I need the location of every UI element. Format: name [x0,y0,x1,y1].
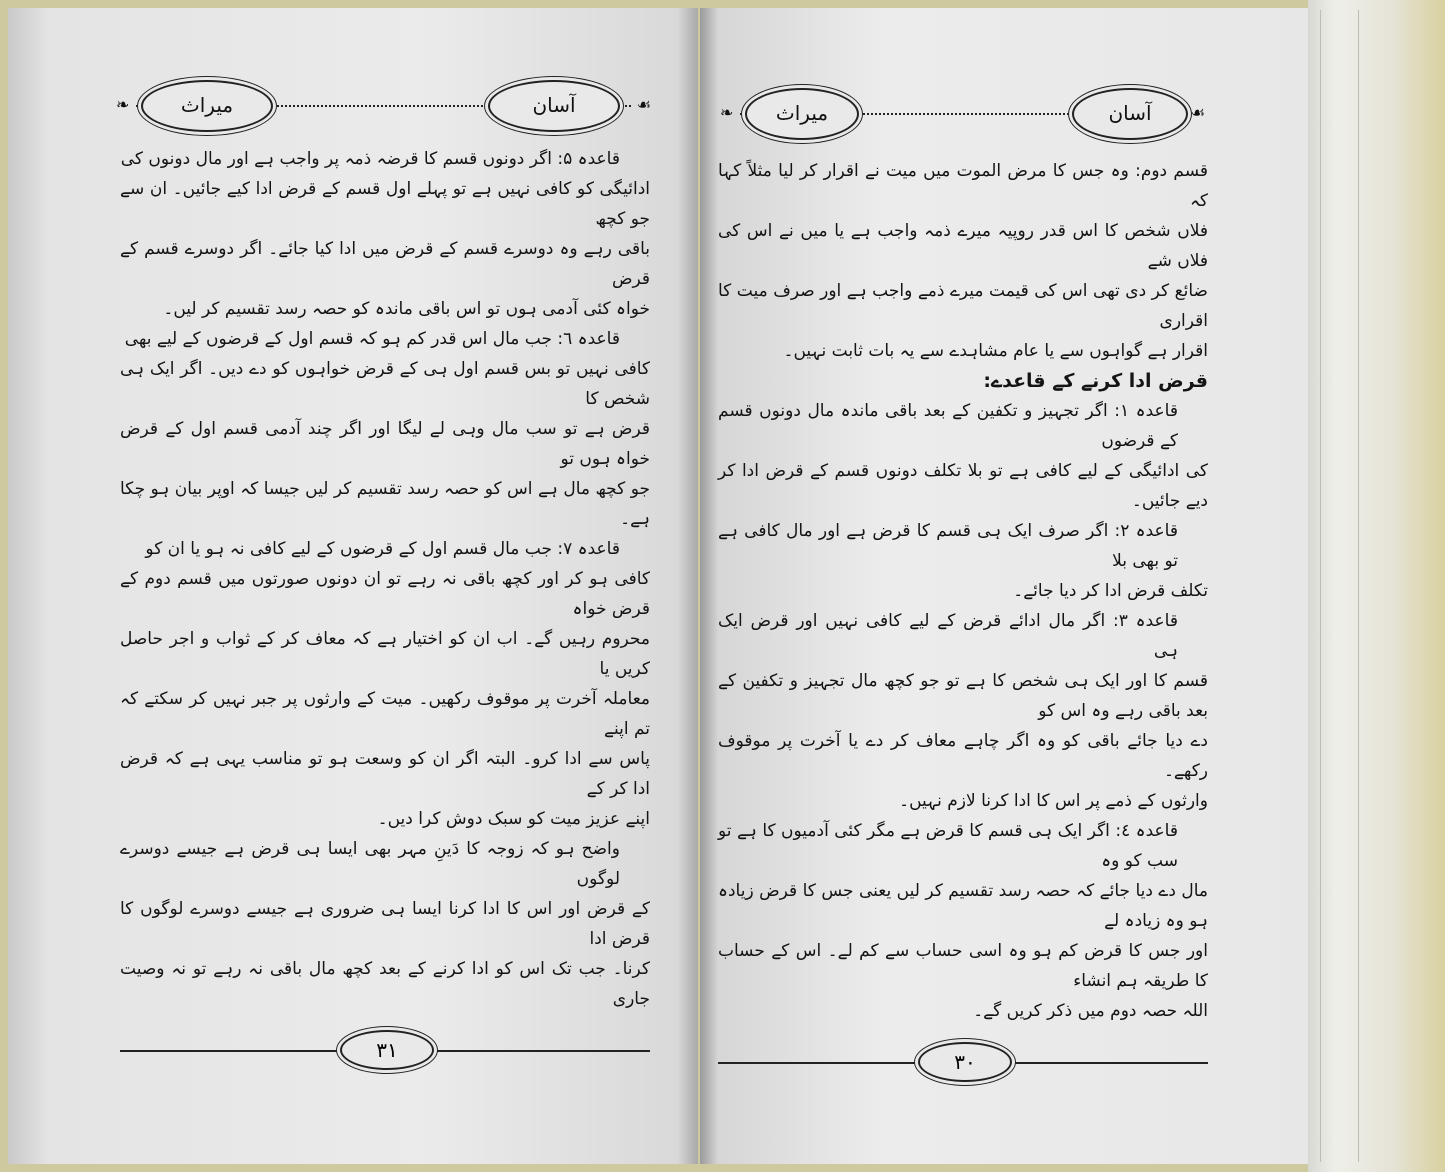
text-line: وارثوں کے ذمے پر اس کا ادا کرنا لازم نہیں۔ [899,791,1208,811]
left-page-body [120,144,650,1070]
text-line: پاس سے ادا کرو۔ البتہ اگر ان کو وسعت ہو تو مناسب یہی ہے کہ قرض ادا کر کے [120,749,650,799]
page-edge-line [1320,10,1321,1162]
page-footer [718,1042,1208,1082]
text-line: قاعدہ ٦: جب مال اس قدر کم ہو کہ قسم اول کے قرضوں کے لیے بھی [124,329,620,349]
page-header [116,78,651,134]
text-line: مال دے دیا جائے کہ حصہ رسد تقسیم کر لیں یعنی جس کا قرض زیادہ ہو وہ زیادہ لے [718,881,1208,931]
text-line: باقی رہے وہ دوسرے قسم کے قرض میں ادا کیا جائے۔ اگر دوسرے قسم کے قرض [120,239,650,289]
text-line: فلاں شخص کا اس قدر روپیہ میرے ذمہ واجب ہے یا میں نے اس کی فلاں شے [718,221,1208,271]
ornament-icon: ❧ [720,103,734,122]
ornament-icon: ☙ [636,95,651,114]
left-page-text [120,144,650,1014]
text-line: کافی ہو کر اور کچھ باقی نہ رہے تو ان دونوں صورتوں میں قسم دوم کے قرض خواہ [120,569,650,619]
text-line: قاعدہ ٢: اگر صرف ایک ہی قسم کا قرض ہے اور مال کافی ہے تو بھی بلا [718,521,1178,571]
text-line: اللہ حصہ دوم میں ذکر کریں گے۔ [973,1001,1208,1021]
text-line: کی ادائیگی کے لیے کافی ہے تو بلا تکلف دونوں قسم کے قرض ادا کر دیے جائیں۔ [718,461,1208,511]
text-line: جو کچھ مال ہے اس کو حصہ رسد تقسیم کر لیں جیسا کہ اوپر بیان ہو چکا ہے۔ [120,479,650,529]
text-line: اپنے عزیز میت کو سبک دوش کرا دیں۔ [377,809,650,829]
text-line: قاعدہ ۵: اگر دونوں قسم کا قرضہ ذمہ پر واجب ہے اور مال دونوں کی [120,149,620,169]
text-line: قاعدہ ٣: اگر مال ادائے قرض کے لیے کافی نہیں اور قرض ایک ہی [718,611,1178,661]
text-line: قاعدہ ١: اگر تجہیز و تکفین کے بعد باقی ماندہ مال دونوں قسم کے قرضوں [718,401,1178,451]
text-line: قسم دوم: وہ جس کا مرض الموت میں میت نے اقرار کر لیا مثلاً کہا کہ [718,161,1208,211]
header-title-asan: آسان [1072,88,1188,140]
page-footer [120,1030,650,1070]
text-line: محروم رہیں گے۔ اب ان کو اختیار ہے کہ معاف کر کے ثواب و اجر حاصل کریں یا [120,629,650,679]
page-number: ٣١ [340,1030,434,1070]
right-page [700,8,1308,1164]
text-line: دے دیا جائے باقی کو وہ اگر چاہے معاف کر دے یا آخرت پر موقوف رکھے۔ [718,731,1208,781]
right-page-text [718,156,1208,1026]
header-title-asan: آسان [488,80,620,132]
text-line: تکلف قرض ادا کر دیا جائے۔ [1013,581,1208,601]
text-line: قرض ادا کرنے کے قاعدے: [983,370,1208,392]
text-line: اقرار ہے گواہوں سے یا عام مشاہدے سے یہ بات ثابت نہیں۔ [783,341,1208,361]
text-line: کرنا۔ جب تک اس کو ادا کرنے کے بعد کچھ مال باقی نہ رہے تو نہ وصیت جاری [120,959,650,1009]
text-line: قاعدہ ۷: جب مال قسم اول کے قرضوں کے لیے کافی نہ ہو یا ان کو [145,539,620,559]
text-line: معاملہ آخرت پر موقوف رکھیں۔ میت کے وارثوں پر جبر نہیں کر سکتے کہ تم اپنے [120,689,650,739]
text-line: قرض ہے تو سب مال وہی لے لیگا اور اگر چند آدمی قسم اول کے قرض خواہ ہوں تو [120,419,650,469]
ornament-icon: ☙ [1190,103,1205,122]
text-line: ضائع کر دی تھی اس کی قیمت میرے ذمے واجب ہے اور صرف میت کا اقراری [718,281,1208,331]
text-line: اور جس کا قرض کم ہو وہ اسی حساب سے کم لے۔ اس کے حساب کا طریقہ ہم انشاء [718,941,1208,991]
text-line: واضح ہو کہ زوجہ کا دَینِ مہر بھی ایسا ہی قرض ہے جیسے دوسرے لوگوں [120,839,620,889]
page-edge-line [1358,10,1359,1162]
ornament-icon: ❧ [116,95,130,114]
text-line: کافی نہیں تو بس قسم اول ہی کے قرض خواہوں کو دے دیں۔ اگر ایک ہی شخص کا [120,359,650,409]
page-number: ٣٠ [918,1042,1012,1082]
text-line: قسم کا اور ایک ہی شخص کا ہے تو جو کچھ مال تجہیز و تکفین کے بعد باقی رہے وہ اس کو [718,671,1208,721]
left-page [8,8,698,1164]
header-title-mirath: میراث [745,88,859,140]
text-line: ادائیگی کو کافی نہیں ہے تو پہلے اول قسم کے قرض ادا کیے جائیں۔ ان سے جو کچھ [120,179,650,229]
header-title-mirath: میراث [141,80,273,132]
page-header [720,86,1205,142]
text-line: کے قرض اور اس کا ادا کرنا ایسا ہی ضروری ہے جیسے دوسرے لوگوں کا قرض ادا [120,899,650,949]
text-line: خواہ کئی آدمی ہوں تو اس باقی ماندہ کو حصہ رسد تقسیم کر لیں۔ [163,299,650,319]
book-page-edges [1308,0,1445,1172]
text-line: قاعدہ ٤: اگر ایک ہی قسم کا قرض ہے مگر کئی آدمیوں کا ہے تو سب کو وہ [718,821,1178,871]
right-page-body [718,156,1208,1082]
